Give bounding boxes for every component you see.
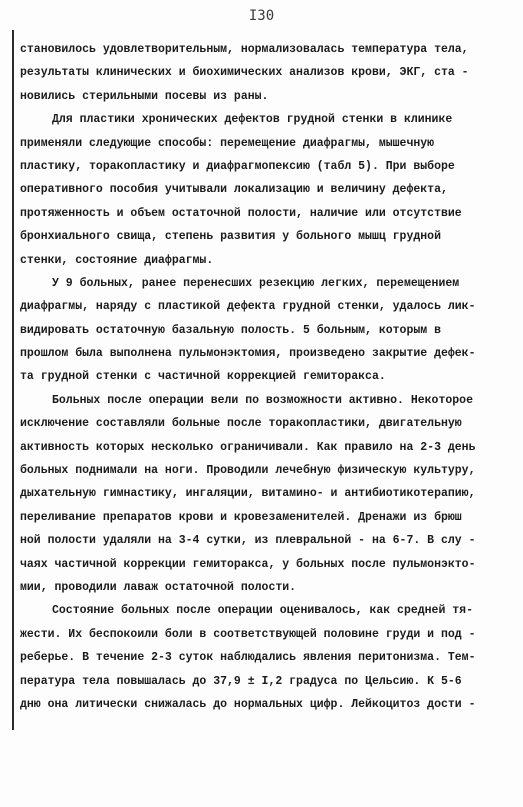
text-line: дню она литически снижалась до нормальных цифр. Лейкоцитоз дости - bbox=[20, 697, 476, 711]
text-line: больных поднимали на ноги. Проводили лечебную физическую культуру, bbox=[20, 464, 476, 478]
text-line: мии, проводили лаваж остаточной полости. bbox=[20, 580, 297, 594]
text-line: ной полости удаляли на 3-4 сутки, из плевральной - на 6-7. В слу - bbox=[20, 534, 476, 548]
text-line: прошлом была выполнена пульмонэктомия, произведено закрытие дефек- bbox=[20, 347, 476, 361]
text-line: пература тела повышалась до 37,9 ± I,2 градуса по Цельсию. К 5-6 bbox=[20, 674, 462, 688]
body-text bbox=[20, 38, 512, 716]
text-line: пластику, торакопластику и диафрагмопексию (табл 5). При выборе bbox=[20, 159, 455, 173]
text-line: диафрагмы, наряду с пластикой дефекта грудной стенки, удалось лик- bbox=[20, 300, 476, 314]
text-line: У 9 больных, ранее перенесших резекцию легких, перемещением bbox=[52, 276, 460, 290]
page-number: I30 bbox=[248, 8, 275, 24]
text-line: становилось удовлетворительным, нормализовалась температура тела, bbox=[20, 43, 469, 56]
text-line: видировать остаточную базальную полость. 5 больным, которым в bbox=[20, 323, 441, 337]
text-line: исключение составляли больные после торакопластики, двигательную bbox=[20, 417, 462, 431]
text-line: оперативного пособия учитывали локализацию и величину дефекта, bbox=[20, 183, 448, 197]
text-line: применяли следующие способы: перемещение диафрагмы, мышечную bbox=[20, 136, 435, 150]
text-line: бронхиального свища, степень развития у больного мышц грудной bbox=[20, 230, 441, 244]
text-line: жести. Их беспокоили боли в соответствующей половине груди и под - bbox=[20, 627, 476, 641]
left-margin-line bbox=[12, 30, 14, 730]
text-line: Больных после операции вели по возможности активно. Некоторое bbox=[52, 393, 473, 407]
text-line: активность которых несколько ограничивали. Как правило на 2-3 день bbox=[20, 440, 476, 454]
text-line: новились стерильными посевы из раны. bbox=[20, 89, 269, 103]
text-line: протяженность и объем остаточной полости, наличие или отсутствие bbox=[20, 206, 462, 220]
text-line: чаях частичной коррекции гемиторакса, у больных после пульмонэкто- bbox=[20, 557, 476, 571]
text-line: реберье. В течение 2-3 суток наблюдались явления перитонизма. Тем- bbox=[20, 651, 476, 665]
text-line: результаты клинических и биохимических анализов крови, ЭКГ, ста - bbox=[20, 66, 469, 80]
text-line: Для пластики хронических дефектов грудной стенки в клинике bbox=[52, 113, 453, 127]
text-line: переливание препаратов крови и кровезаменителей. Дренажи из брюш bbox=[20, 510, 462, 524]
text-line: Состояние больных после операции оценивалось, как средней тя- bbox=[52, 604, 473, 618]
text-line: стенки, состояние диафрагмы. bbox=[20, 253, 214, 267]
text-line: та грудной стенки с частичной коррекцией гемиторакса. bbox=[20, 370, 386, 384]
text-line: дыхательную гимнастику, ингаляции, витамино- и антибиотикотерапию, bbox=[20, 487, 476, 501]
